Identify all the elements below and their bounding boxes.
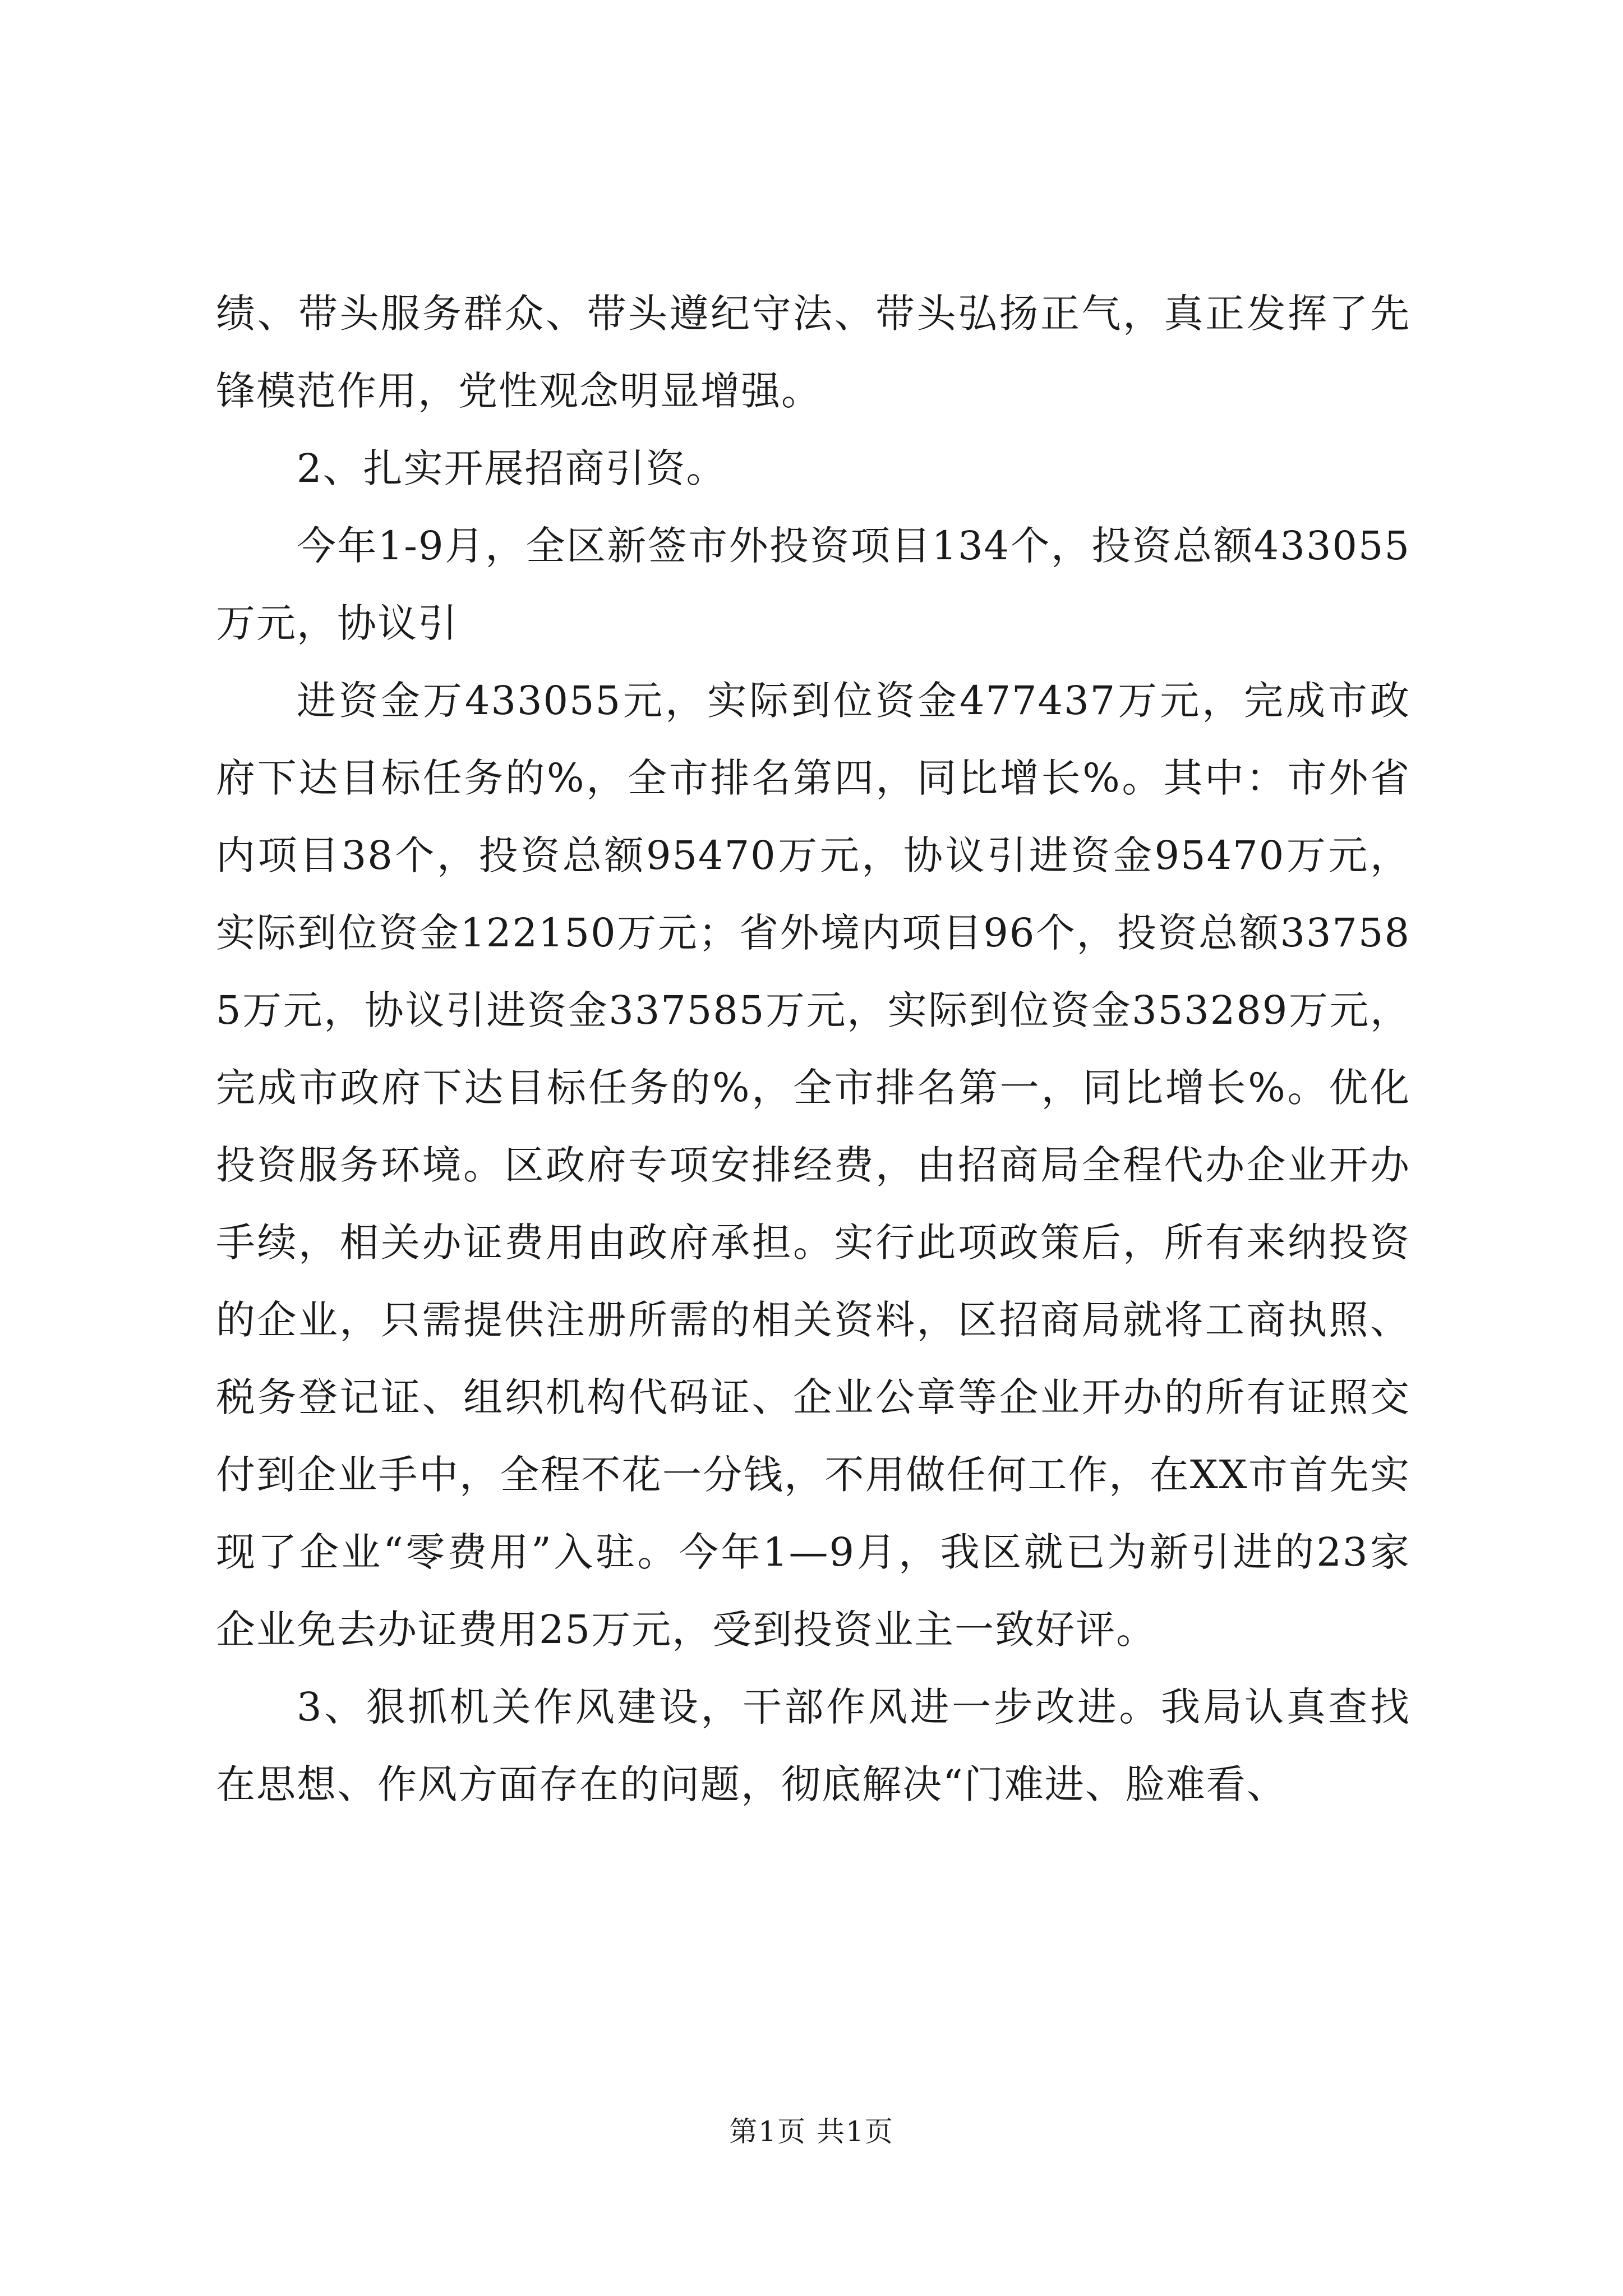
- paragraph-5-heading: 3、狠抓机关作风建设，干部作风进一步改进。我局认真查找在思想、作风方面存在的问题，彻底解决“门难进、脸难看、: [216, 1684, 1410, 1807]
- paragraph-3: 今年1-9月，全区新签市外投资项目134个，投资总额433055万元，协议引: [216, 523, 1410, 646]
- paragraph-1: 绩、带头服务群众、带头遵纪守法、带头弘扬正气，真正发挥了先锋模范作用，党性观念明显增强。: [216, 291, 1410, 414]
- paragraph-2-heading: 2、扎实开展招商引资。: [297, 445, 727, 491]
- paragraph-4: 进资金万433055元，实际到位资金477437万元，完成市政府下达目标任务的%，全市排名第四，同比增长%。其中：市外省内项目38个，投资总额95470万元，协议引进资金95470万元，实际到位资金122150万元；省外境内项目96个，投资总额337585万元，协议引进资金337585万元，实际到位资金353289万元，完成市政府下达目标任务的%，全市排名第一，同比增长%。优化投资服务环境。区政府专项安排经费，由招商局全程代办企业开办手续，相关办证费用由政府承担。实行此项政策后，所有来纳投资的企业，只需提供注册所需的相关资料，区招商局就将工商执照、税务登记证、组织机构代码证、企业公章等企业开办的所有证照交付到企业手中，全程不花一分钱，不用做任何工作，在XX市首先实现了企业“零费用”入驻。今年1—9月，我区就已为新引进的23家企业免去办证费用25万元，受到投资业主一致好评。: [216, 678, 1410, 1653]
- page-number-footer: 第1页 共1页: [729, 2115, 894, 2148]
- document-body: [216, 275, 1410, 1823]
